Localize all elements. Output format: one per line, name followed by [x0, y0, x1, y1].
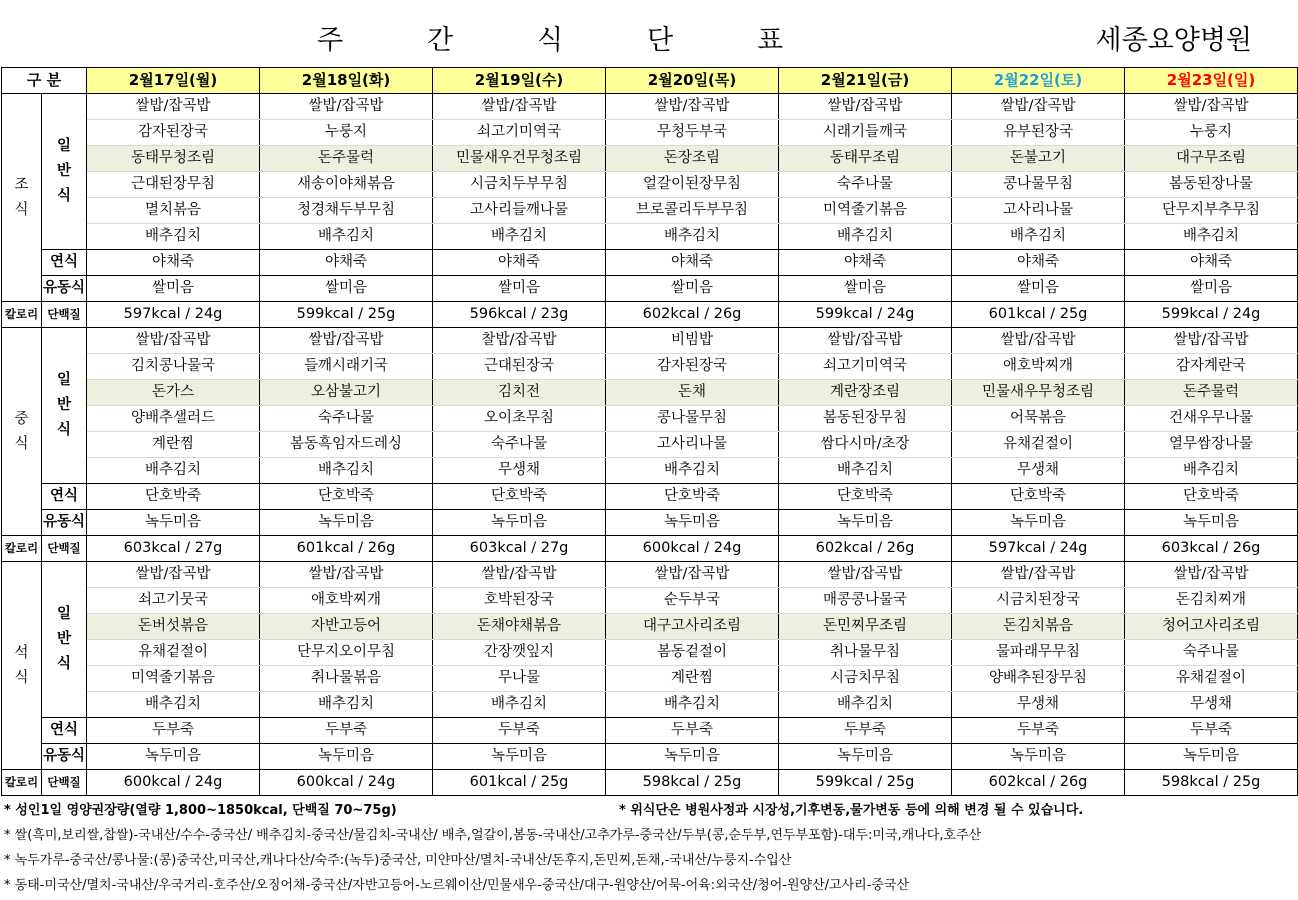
vertical-char: 식 [57, 188, 72, 204]
menu-row [2, 666, 1298, 692]
menu-item: 쌀밥/잡곡밥 [1125, 562, 1298, 588]
menu-item: 배추김치 [433, 692, 606, 718]
menu-row [2, 198, 1298, 224]
menu-row [2, 458, 1298, 484]
menu-item: 단무지오이무침 [260, 640, 433, 666]
vertical-char: 식 [57, 656, 72, 672]
day-header: 2월23일(일) [1125, 68, 1298, 94]
menu-item: 녹두미음 [606, 744, 779, 770]
kcal-row [2, 770, 1298, 796]
menu-item: 쌀밥/잡곡밥 [606, 562, 779, 588]
menu-item: 배추김치 [87, 692, 260, 718]
kcal-value: 600kcal / 24g [606, 536, 779, 562]
menu-item: 쌀미음 [779, 276, 952, 302]
kcal-value: 599kcal / 24g [1125, 302, 1298, 328]
menu-row [2, 562, 1298, 588]
menu-item: 단호박죽 [952, 484, 1125, 510]
menu-item: 계란찜 [606, 666, 779, 692]
menu-item: 무생채 [1125, 692, 1298, 718]
menu-item: 배추김치 [260, 458, 433, 484]
menu-item: 청어고사리조림 [1125, 614, 1298, 640]
menu-row [2, 432, 1298, 458]
menu-item: 야채죽 [779, 250, 952, 276]
protein-label: 단백질 [42, 536, 87, 562]
menu-item: 야채죽 [260, 250, 433, 276]
kcal-value: 603kcal / 27g [433, 536, 606, 562]
origin-note: * 녹두가루-중국산/콩나물:(콩)중국산,미국산,캐나다산/숙주:(녹두)중국산, 미얀마산/멸치-국내산/돈후지,돈민찌,돈채,-국내산/누룽지-수입산 [4, 853, 792, 868]
menu-item: 두부죽 [433, 718, 606, 744]
soft-row [2, 718, 1298, 744]
menu-item: 녹두미음 [606, 510, 779, 536]
liquid-label: 유동식 [42, 276, 87, 302]
menu-item: 미역줄기볶음 [779, 198, 952, 224]
menu-item: 양배추된장무침 [952, 666, 1125, 692]
menu-item: 유채겉절이 [1125, 666, 1298, 692]
menu-item: 유채겉절이 [952, 432, 1125, 458]
vertical-char: 조 [14, 176, 29, 193]
menu-item: 감자된장국 [87, 120, 260, 146]
menu-item: 두부죽 [952, 718, 1125, 744]
menu-item: 단호박죽 [606, 484, 779, 510]
kcal-value: 599kcal / 24g [779, 302, 952, 328]
vertical-char: 식 [57, 422, 72, 438]
soft-label: 연식 [42, 718, 87, 744]
menu-item: 봄동된장무침 [779, 406, 952, 432]
menu-item: 쌈다시마/초장 [779, 432, 952, 458]
liquid-row [2, 744, 1298, 770]
kcal-value: 603kcal / 27g [87, 536, 260, 562]
kcal-row [2, 536, 1298, 562]
menu-item: 쌀밥/잡곡밥 [1125, 94, 1298, 120]
menu-item: 쌀밥/잡곡밥 [779, 94, 952, 120]
menu-item: 쇠고기뭇국 [87, 588, 260, 614]
menu-item: 쌀미음 [952, 276, 1125, 302]
general-label [42, 562, 87, 718]
menu-item: 단호박죽 [87, 484, 260, 510]
menu-item: 배추김치 [606, 458, 779, 484]
kcal-label: 칼로리 [2, 536, 42, 562]
menu-item: 무생채 [952, 692, 1125, 718]
menu-item: 쌀밥/잡곡밥 [779, 562, 952, 588]
menu-item: 쌀밥/잡곡밥 [952, 328, 1125, 354]
menu-item: 돈민찌무조림 [779, 614, 952, 640]
kcal-value: 602kcal / 26g [606, 302, 779, 328]
menu-item: 순두부국 [606, 588, 779, 614]
menu-item: 어묵볶음 [952, 406, 1125, 432]
day-header: 2월17일(월) [87, 68, 260, 94]
menu-item: 감자된장국 [606, 354, 779, 380]
menu-item: 얼갈이된장무침 [606, 172, 779, 198]
menu-item: 쌀밥/잡곡밥 [260, 94, 433, 120]
kcal-value: 603kcal / 26g [1125, 536, 1298, 562]
soft-row [2, 484, 1298, 510]
category-header: 구 분 [2, 68, 87, 94]
menu-item: 배추김치 [260, 224, 433, 250]
menu-row [2, 94, 1298, 120]
menu-item: 녹두미음 [87, 510, 260, 536]
menu-item: 봄동겉절이 [606, 640, 779, 666]
menu-item: 배추김치 [433, 224, 606, 250]
soft-row [2, 250, 1298, 276]
menu-item: 고사리나물 [606, 432, 779, 458]
protein-label: 단백질 [42, 302, 87, 328]
title-char: 간 [426, 25, 454, 56]
menu-item: 녹두미음 [87, 744, 260, 770]
menu-item: 녹두미음 [952, 510, 1125, 536]
menu-item: 배추김치 [87, 224, 260, 250]
day-header: 2월21일(금) [779, 68, 952, 94]
vertical-char: 일 [57, 372, 72, 388]
title-bar [0, 0, 1298, 66]
menu-row [2, 172, 1298, 198]
day-header: 2월19일(수) [433, 68, 606, 94]
menu-item: 애호박찌개 [260, 588, 433, 614]
menu-row [2, 354, 1298, 380]
menu-item: 쇠고기미역국 [779, 354, 952, 380]
kcal-value: 601kcal / 25g [952, 302, 1125, 328]
menu-item: 취나물무침 [779, 640, 952, 666]
menu-item: 시금치된장국 [952, 588, 1125, 614]
menu-item: 무생채 [952, 458, 1125, 484]
menu-item: 두부죽 [260, 718, 433, 744]
kcal-value: 597kcal / 24g [952, 536, 1125, 562]
menu-item: 단무지부추무침 [1125, 198, 1298, 224]
menu-item: 민물새우무청조림 [952, 380, 1125, 406]
kcal-value: 598kcal / 25g [1125, 770, 1298, 796]
menu-item: 녹두미음 [433, 744, 606, 770]
menu-item: 오이초무침 [433, 406, 606, 432]
kcal-value: 602kcal / 26g [952, 770, 1125, 796]
menu-item: 감자계란국 [1125, 354, 1298, 380]
menu-row [2, 146, 1298, 172]
menu-item: 쌀밥/잡곡밥 [952, 94, 1125, 120]
menu-item: 콩나물무침 [606, 406, 779, 432]
notes [4, 798, 1294, 898]
soft-label: 연식 [42, 484, 87, 510]
kcal-value: 601kcal / 26g [260, 536, 433, 562]
menu-item: 청경채두부무침 [260, 198, 433, 224]
menu-item: 쌀밥/잡곡밥 [779, 328, 952, 354]
menu-item: 근대된장무침 [87, 172, 260, 198]
menu-item: 계란장조림 [779, 380, 952, 406]
general-label [42, 94, 87, 250]
menu-item: 배추김치 [952, 224, 1125, 250]
vertical-char: 식 [14, 669, 29, 686]
menu-item: 찰밥/잡곡밥 [433, 328, 606, 354]
menu-item: 두부죽 [1125, 718, 1298, 744]
menu-item: 민물새우건무청조림 [433, 146, 606, 172]
menu-item: 돈불고기 [952, 146, 1125, 172]
menu-item: 단호박죽 [260, 484, 433, 510]
menu-item: 고사리나물 [952, 198, 1125, 224]
menu-item: 배추김치 [260, 692, 433, 718]
menu-item: 건새우무나물 [1125, 406, 1298, 432]
menu-item: 봄동된장나물 [1125, 172, 1298, 198]
meal-label [2, 562, 42, 770]
day-header: 2월20일(목) [606, 68, 779, 94]
page-title [0, 18, 1100, 57]
vertical-char: 석 [14, 644, 29, 661]
kcal-value: 596kcal / 23g [433, 302, 606, 328]
menu-item: 돈가스 [87, 380, 260, 406]
menu-item: 무나물 [433, 666, 606, 692]
vertical-char: 반 [57, 163, 72, 179]
title-char: 단 [646, 25, 674, 56]
menu-item: 쌀미음 [433, 276, 606, 302]
menu-item: 근대된장국 [433, 354, 606, 380]
menu-item: 쌀미음 [1125, 276, 1298, 302]
menu-item: 야채죽 [1125, 250, 1298, 276]
nutrition-note: * 성인1일 영양권장량(열량 1,800~1850kcal, 단백질 70~75g) [4, 803, 397, 818]
kcal-label: 칼로리 [2, 770, 42, 796]
menu-item: 배추김치 [779, 692, 952, 718]
menu-item: 열무쌈장나물 [1125, 432, 1298, 458]
menu-item: 무생채 [433, 458, 606, 484]
menu-row [2, 588, 1298, 614]
menu-item: 동태무조림 [779, 146, 952, 172]
kcal-value: 602kcal / 26g [779, 536, 952, 562]
menu-item: 돈채야채볶음 [433, 614, 606, 640]
menu-item: 무청두부국 [606, 120, 779, 146]
menu-item: 브로콜리두부무침 [606, 198, 779, 224]
menu-item: 멸치볶음 [87, 198, 260, 224]
menu-item: 유채겉절이 [87, 640, 260, 666]
kcal-row [2, 302, 1298, 328]
menu-item: 물파래무무침 [952, 640, 1125, 666]
menu-item: 대구무조림 [1125, 146, 1298, 172]
liquid-row [2, 510, 1298, 536]
kcal-value: 597kcal / 24g [87, 302, 260, 328]
liquid-row [2, 276, 1298, 302]
menu-item: 돈김치볶음 [952, 614, 1125, 640]
menu-item: 비빔밥 [606, 328, 779, 354]
menu-item: 쌀미음 [606, 276, 779, 302]
kcal-value: 599kcal / 25g [779, 770, 952, 796]
kcal-label: 칼로리 [2, 302, 42, 328]
menu-item: 녹두미음 [1125, 744, 1298, 770]
menu-item: 매콩콩나물국 [779, 588, 952, 614]
menu-item: 배추김치 [1125, 224, 1298, 250]
menu-row [2, 328, 1298, 354]
menu-item: 쌀미음 [87, 276, 260, 302]
menu-item: 계란찜 [87, 432, 260, 458]
menu-item: 돈장조림 [606, 146, 779, 172]
menu-item: 야채죽 [952, 250, 1125, 276]
menu-item: 숙주나물 [779, 172, 952, 198]
menu-item: 쌀밥/잡곡밥 [1125, 328, 1298, 354]
menu-item: 두부죽 [779, 718, 952, 744]
menu-item: 녹두미음 [433, 510, 606, 536]
menu-item: 돈주물럭 [260, 146, 433, 172]
menu-item: 양배추샐러드 [87, 406, 260, 432]
meal-label [2, 328, 42, 536]
menu-item: 유부된장국 [952, 120, 1125, 146]
day-header: 2월18일(화) [260, 68, 433, 94]
vertical-char: 식 [14, 435, 29, 452]
menu-item: 호박된장국 [433, 588, 606, 614]
origin-note: * 동태-미국산/멸치-국내산/우국거리-호주산/오징어채-중국산/자반고등어-노르웨이산/민물새우-중국산/대구-원양산/어묵-어육:외국산/청어-원양산/고사리-중국산 [4, 878, 910, 893]
menu-item: 새송이야채볶음 [260, 172, 433, 198]
menu-item: 취나물볶음 [260, 666, 433, 692]
menu-item: 단호박죽 [433, 484, 606, 510]
menu-item: 배추김치 [87, 458, 260, 484]
menu-item: 쌀밥/잡곡밥 [260, 328, 433, 354]
title-char: 식 [536, 25, 564, 56]
vertical-char: 중 [14, 410, 29, 427]
menu-item: 시금치두부무침 [433, 172, 606, 198]
menu-item: 단호박죽 [1125, 484, 1298, 510]
menu-table-body [2, 68, 1298, 796]
menu-item: 녹두미음 [779, 744, 952, 770]
menu-item: 두부죽 [606, 718, 779, 744]
title-char: 표 [756, 25, 784, 56]
menu-item: 고사리들깨나물 [433, 198, 606, 224]
menu-item: 쌀밥/잡곡밥 [952, 562, 1125, 588]
menu-item: 간장깻잎지 [433, 640, 606, 666]
menu-item: 야채죽 [606, 250, 779, 276]
menu-item: 배추김치 [779, 458, 952, 484]
menu-item: 들깨시래기국 [260, 354, 433, 380]
menu-row [2, 380, 1298, 406]
menu-item: 숙주나물 [1125, 640, 1298, 666]
origin-note: * 쌀(흑미,보리쌀,찹쌀)-국내산/수수-중국산/ 배추김치-중국산/물김치-국내산/ 배추,얼갈이,봄동-국내산/고추가루-중국산/두부(콩,순두부,연두부포함)-대두:미국,캐나다,호주산 [4, 828, 982, 843]
menu-item: 쌀밥/잡곡밥 [87, 562, 260, 588]
menu-row [2, 406, 1298, 432]
soft-label: 연식 [42, 250, 87, 276]
menu-item: 야채죽 [87, 250, 260, 276]
menu-item: 야채죽 [433, 250, 606, 276]
menu-item: 김치전 [433, 380, 606, 406]
vertical-char: 일 [57, 606, 72, 622]
menu-item: 콩나물무침 [952, 172, 1125, 198]
menu-item: 김치콩나물국 [87, 354, 260, 380]
menu-item: 쌀미음 [260, 276, 433, 302]
menu-item: 쌀밥/잡곡밥 [433, 94, 606, 120]
menu-item: 배추김치 [606, 692, 779, 718]
menu-item: 봄동흑임자드레싱 [260, 432, 433, 458]
menu-item: 대구고사리조림 [606, 614, 779, 640]
kcal-value: 601kcal / 25g [433, 770, 606, 796]
title-char: 주 [316, 25, 344, 56]
vertical-char: 일 [57, 138, 72, 154]
kcal-value: 600kcal / 24g [260, 770, 433, 796]
menu-item: 녹두미음 [260, 744, 433, 770]
menu-item: 애호박찌개 [952, 354, 1125, 380]
hospital-name: 세종요양병원 [1095, 25, 1252, 56]
menu-item: 단호박죽 [779, 484, 952, 510]
protein-label: 단백질 [42, 770, 87, 796]
vertical-char: 반 [57, 397, 72, 413]
menu-item: 자반고등어 [260, 614, 433, 640]
menu-item: 녹두미음 [952, 744, 1125, 770]
menu-item: 숙주나물 [433, 432, 606, 458]
menu-item: 녹두미음 [779, 510, 952, 536]
liquid-label: 유동식 [42, 744, 87, 770]
meal-label [2, 94, 42, 302]
change-note: * 위식단은 병원사정과 시장성,기후변동,물가변동 등에 의해 변경 될 수 있습니다. [619, 803, 1084, 818]
menu-item: 쌀밥/잡곡밥 [606, 94, 779, 120]
menu-item: 쌀밥/잡곡밥 [433, 562, 606, 588]
menu-item: 오삼불고기 [260, 380, 433, 406]
vertical-char: 반 [57, 631, 72, 647]
menu-item: 누룽지 [1125, 120, 1298, 146]
menu-item: 동태무청조림 [87, 146, 260, 172]
menu-item: 배추김치 [779, 224, 952, 250]
menu-item: 돈주물럭 [1125, 380, 1298, 406]
header-row [2, 68, 1298, 94]
menu-row [2, 692, 1298, 718]
menu-item: 미역줄기볶음 [87, 666, 260, 692]
menu-row [2, 224, 1298, 250]
menu-item: 시금치무침 [779, 666, 952, 692]
menu-item: 쌀밥/잡곡밥 [260, 562, 433, 588]
menu-item: 쌀밥/잡곡밥 [87, 94, 260, 120]
menu-item: 돈김치찌개 [1125, 588, 1298, 614]
menu-item: 돈채 [606, 380, 779, 406]
menu-row [2, 614, 1298, 640]
menu-item: 녹두미음 [1125, 510, 1298, 536]
general-label [42, 328, 87, 484]
liquid-label: 유동식 [42, 510, 87, 536]
menu-row [2, 120, 1298, 146]
menu-table [1, 67, 1298, 796]
vertical-char: 식 [14, 201, 29, 218]
kcal-value: 599kcal / 25g [260, 302, 433, 328]
menu-item: 숙주나물 [260, 406, 433, 432]
day-header: 2월22일(토) [952, 68, 1125, 94]
menu-item: 두부죽 [87, 718, 260, 744]
kcal-value: 600kcal / 24g [87, 770, 260, 796]
menu-item: 배추김치 [606, 224, 779, 250]
menu-item: 누룽지 [260, 120, 433, 146]
menu-item: 배추김치 [1125, 458, 1298, 484]
menu-item: 돈버섯볶음 [87, 614, 260, 640]
menu-item: 시래기들깨국 [779, 120, 952, 146]
menu-item: 녹두미음 [260, 510, 433, 536]
menu-item: 쇠고기미역국 [433, 120, 606, 146]
menu-row [2, 640, 1298, 666]
kcal-value: 598kcal / 25g [606, 770, 779, 796]
menu-item: 쌀밥/잡곡밥 [87, 328, 260, 354]
